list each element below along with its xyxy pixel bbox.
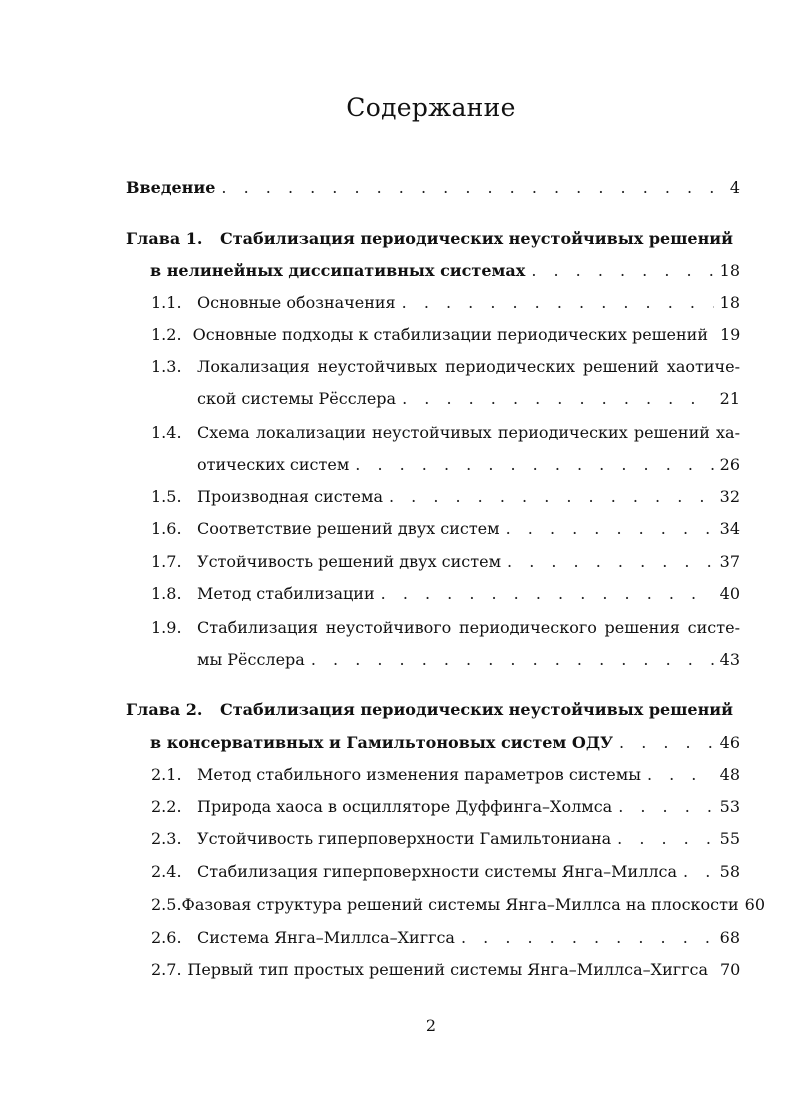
leader-dots xyxy=(389,487,714,507)
toc-section-1-5[interactable] xyxy=(126,487,740,507)
toc-section-2-7[interactable] xyxy=(126,960,740,980)
section-page: 68 xyxy=(719,928,740,947)
section-number: 1.4. xyxy=(151,423,182,442)
leader-dots xyxy=(402,389,714,409)
chapter-1-heading-cont[interactable] xyxy=(126,261,740,281)
section-title: Стабилизация гиперповерхности системы Янга–Миллса xyxy=(197,862,678,881)
section-title-line1: Схема локализации неустойчивых периодических решений ха- xyxy=(197,423,740,442)
section-number: 2.4. xyxy=(151,862,182,881)
section-title: Устойчивость гиперповерхности Гамильтониана xyxy=(197,829,612,848)
section-title: Система Янга–Миллса–Хиггса xyxy=(197,928,455,947)
section-page: 70 xyxy=(720,960,741,979)
section-number: 1.8. xyxy=(151,584,182,603)
section-page: 19 xyxy=(720,325,741,344)
toc-section-1-1[interactable] xyxy=(126,293,740,313)
section-title: Устойчивость решений двух систем xyxy=(197,552,502,571)
section-title: Первый тип простых решений системы Янга–Миллса–Хиггса xyxy=(187,960,708,979)
leader-dots xyxy=(507,552,714,572)
toc-section-1-3[interactable] xyxy=(126,357,740,377)
toc-section-1-4[interactable] xyxy=(126,423,740,443)
section-page: 37 xyxy=(719,552,740,571)
toc-section-1-9[interactable] xyxy=(126,618,740,638)
chapter-page: 46 xyxy=(719,733,740,752)
section-title-line2: отических систем xyxy=(197,455,350,474)
section-page: 40 xyxy=(719,584,740,603)
section-number: 1.6. xyxy=(151,519,182,538)
section-page: 32 xyxy=(719,487,740,506)
toc-section-1-7[interactable] xyxy=(126,552,740,572)
section-title: Метод стабилизации xyxy=(197,584,375,603)
toc-section-1-9-cont[interactable] xyxy=(126,650,740,670)
leader-dots xyxy=(683,862,714,882)
toc-section-1-8[interactable] xyxy=(126,584,740,604)
toc-section-1-6[interactable] xyxy=(126,519,740,539)
chapter-2-heading[interactable] xyxy=(126,700,740,720)
section-title: Основные обозначения xyxy=(197,293,396,312)
chapter-title-line1: Стабилизация периодических неустойчивых решений xyxy=(220,700,734,719)
intro-page: 4 xyxy=(729,178,740,197)
leader-dots xyxy=(221,178,714,198)
leader-dots xyxy=(506,519,714,539)
leader-dots xyxy=(618,797,713,817)
page-title: Содержание xyxy=(346,93,516,122)
section-page: 53 xyxy=(719,797,740,816)
section-page: 60 xyxy=(744,895,765,914)
section-number: 2.6. xyxy=(151,928,182,947)
toc-section-1-4-cont[interactable] xyxy=(126,455,740,475)
chapter-2-heading-cont[interactable] xyxy=(126,733,740,753)
chapter-number: Глава 1. xyxy=(126,229,203,248)
toc-section-2-3[interactable] xyxy=(126,829,740,849)
toc-section-1-2[interactable] xyxy=(126,325,740,345)
leader-dots xyxy=(531,261,713,281)
section-number: 1.3. xyxy=(151,357,182,376)
chapter-number: Глава 2. xyxy=(126,700,203,719)
section-number: 2.7. xyxy=(151,960,182,979)
page-number: 2 xyxy=(425,1016,437,1035)
section-number: 1.2. xyxy=(151,325,182,344)
chapter-title-line2: в консервативных и Гамильтоновых систем ОДУ xyxy=(150,733,614,752)
toc-section-2-2[interactable] xyxy=(126,797,740,817)
section-title: Основные подходы к стабилизации периодических решений xyxy=(192,325,708,344)
leader-dots xyxy=(402,293,714,313)
section-page: 43 xyxy=(719,650,740,669)
chapter-1-heading[interactable] xyxy=(126,229,740,249)
leader-dots xyxy=(647,765,714,785)
section-title: Производная система xyxy=(197,487,383,506)
section-title-line1: Стабилизация неустойчивого периодического решения систе- xyxy=(197,618,740,637)
section-number: 1.1. xyxy=(151,293,182,312)
section-title: Природа хаоса в осцилляторе Дуффинга–Холмса xyxy=(197,797,613,816)
section-page: 58 xyxy=(719,862,740,881)
section-title: Соответствие решений двух систем xyxy=(197,519,500,538)
section-page: 34 xyxy=(719,519,740,538)
section-title-line2: мы Рёсслера xyxy=(197,650,305,669)
section-number: 2.1. xyxy=(151,765,182,784)
chapter-title-line2: в нелинейных диссипативных системах xyxy=(150,261,526,280)
leader-dots xyxy=(617,829,713,849)
section-title: Метод стабильного изменения параметров системы xyxy=(197,765,641,784)
section-number: 1.5. xyxy=(151,487,182,506)
section-title: Фазовая структура решений системы Янга–Миллса на плоскости xyxy=(181,895,739,914)
toc-section-2-1[interactable] xyxy=(126,765,740,785)
toc-section-2-6[interactable] xyxy=(126,928,740,948)
section-page: 26 xyxy=(719,455,740,474)
section-number: 2.2. xyxy=(151,797,182,816)
toc-entry-intro[interactable] xyxy=(126,178,740,198)
leader-dots xyxy=(311,650,714,670)
section-page: 18 xyxy=(719,293,740,312)
section-title-line1: Локализация неустойчивых периодических решений хаотиче- xyxy=(197,357,740,376)
intro-label: Введение xyxy=(126,178,216,197)
toc-section-2-5[interactable] xyxy=(126,895,765,915)
section-title-line2: ской системы Рёсслера xyxy=(197,389,397,408)
toc-section-2-4[interactable] xyxy=(126,862,740,882)
section-page: 21 xyxy=(719,389,740,408)
chapter-page: 18 xyxy=(719,261,740,280)
section-number: 2.5. xyxy=(151,895,182,914)
leader-dots xyxy=(381,584,714,604)
section-page: 48 xyxy=(719,765,740,784)
leader-dots xyxy=(619,733,714,753)
section-page: 55 xyxy=(719,829,740,848)
chapter-title-line1: Стабилизация периодических неустойчивых решений xyxy=(220,229,734,248)
leader-dots xyxy=(355,455,713,475)
leader-dots xyxy=(461,928,714,948)
section-number: 2.3. xyxy=(151,829,182,848)
toc-section-1-3-cont[interactable] xyxy=(126,389,740,409)
section-number: 1.9. xyxy=(151,618,182,637)
section-number: 1.7. xyxy=(151,552,182,571)
